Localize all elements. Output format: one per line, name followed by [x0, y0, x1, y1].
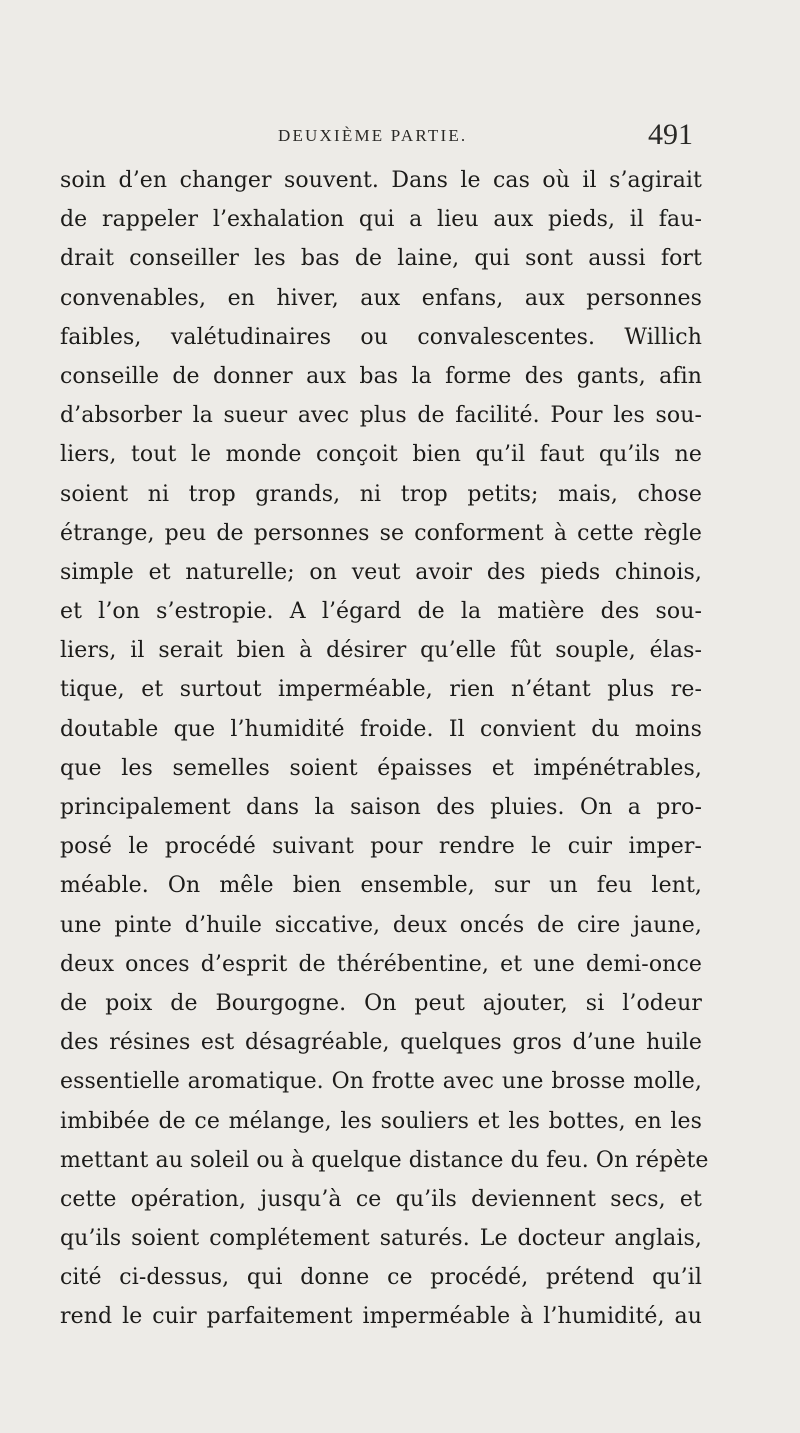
text-line: simple et naturelle; on veut avoir des pieds chinois,	[60, 559, 702, 585]
text-line: cette opération, jusqu’à ce qu’ils deviennent secs, et	[60, 1186, 702, 1212]
text-line: tique, et surtout imperméable, rien n’étant plus re-	[60, 677, 702, 703]
text-line: deux onces d’esprit de thérébentine, et une demi-once	[60, 951, 702, 977]
text-line: rend le cuir parfaitement imperméable à l’humidité, au	[60, 1304, 702, 1330]
text-line: cité ci-dessus, qui donne ce procédé, prétend qu’il	[60, 1265, 702, 1291]
text-line: faibles, valétudinaires ou convalescentes. Willich	[60, 324, 702, 350]
page-number: 491	[648, 118, 693, 151]
text-line: et l’on s’estropie. A l’égard de la matière des sou-	[60, 599, 702, 625]
text-line: principalement dans la saison des pluies. On a pro-	[60, 795, 702, 820]
text-line: conseille de donner aux bas la forme des gants, afin	[60, 363, 702, 389]
text-line: que les semelles soient épaisses et impénétrables,	[60, 755, 702, 781]
text-line: soin d’en changer souvent. Dans le cas où il s’agirait	[60, 168, 702, 193]
text-line: de poix de Bourgogne. On peut ajouter, si l’odeur	[60, 990, 702, 1016]
text-line: soient ni trop grands, ni trop petits; mais, chose	[60, 481, 702, 507]
page-header	[60, 118, 700, 158]
text-line: étrange, peu de personnes se conforment à cette règle	[60, 520, 702, 546]
text-line: qu’ils soient complétement saturés. Le docteur anglais,	[60, 1226, 702, 1252]
text-line: convenables, en hiver, aux enfans, aux personnes	[60, 285, 702, 311]
text-line: de rappeler l’exhalation qui a lieu aux pieds, il fau-	[60, 207, 702, 233]
text-line: des résines est désagréable, quelques gros d’une huile	[60, 1030, 702, 1056]
text-line: d’absorber la sueur avec plus de facilité. Pour les sou-	[60, 403, 702, 429]
text-line: essentielle aromatique. On frotte avec une brosse molle,	[60, 1069, 702, 1095]
text-line: doutable que l’humidité froide. Il convient du moins	[60, 716, 702, 742]
text-line: une pinte d’huile siccative, deux oncés de cire jaune,	[60, 912, 702, 938]
running-head: DEUXIÈME PARTIE.	[278, 126, 468, 145]
text-line: imbibée de ce mélange, les souliers et les bottes, en les	[60, 1108, 702, 1134]
text-line: liers, il serait bien à désirer qu’elle fût souple, élas-	[60, 638, 702, 664]
text-line: méable. On mêle bien ensemble, sur un feu lent,	[60, 873, 702, 899]
text-line: posé le procédé suivant pour rendre le cuir imper-	[60, 834, 702, 860]
body-text	[60, 161, 709, 1337]
text-line: mettant au soleil ou à quelque distance du feu. On répète	[60, 1147, 709, 1173]
text-line: liers, tout le monde conçoit bien qu’il faut qu’ils ne	[60, 442, 702, 468]
text-line: drait conseiller les bas de laine, qui sont aussi fort	[60, 246, 702, 272]
